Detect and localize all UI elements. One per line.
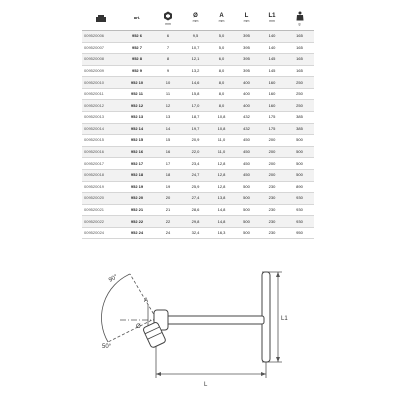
cell-l1: 160: [259, 88, 285, 100]
table-row: [82, 77, 314, 89]
hex-socket-icon: [163, 11, 173, 21]
cell-d: 19,7: [182, 123, 209, 135]
cell-l1: 230: [259, 204, 285, 216]
cell-art: 952 16: [120, 146, 154, 158]
table-row: [82, 123, 314, 135]
table-row: [82, 216, 314, 228]
cell-code: 009520019: [82, 181, 120, 193]
cell-code: 009520024: [82, 227, 120, 239]
cell-l: 500: [234, 204, 259, 216]
cell-hex: 8: [154, 54, 182, 66]
dimension-l1-arrow-top: [276, 272, 280, 277]
cell-a: 11,0: [209, 146, 234, 158]
angle-arc: [101, 274, 130, 342]
cell-d: 29,8: [182, 216, 209, 228]
cell-art: 952 10: [120, 77, 154, 89]
cell-hex: 17: [154, 158, 182, 170]
cell-g: 500: [285, 135, 314, 147]
cell-g: 250: [285, 100, 314, 112]
cell-g: 250: [285, 77, 314, 89]
cell-l1: 230: [259, 227, 285, 239]
cell-a: 12,8: [209, 169, 234, 181]
cell-code: 009520010: [82, 77, 120, 89]
header-a: A mm: [209, 6, 234, 31]
cell-g: 500: [285, 146, 314, 158]
cell-l1: 200: [259, 135, 285, 147]
cell-l1: 230: [259, 193, 285, 205]
angle-top-label: 90°: [108, 273, 119, 284]
cell-code: 009520022: [82, 216, 120, 228]
cell-l: 432: [234, 112, 259, 124]
cell-code: 009520008: [82, 54, 120, 66]
cell-g: 500: [285, 158, 314, 170]
table-row: [82, 112, 314, 124]
cell-code: 009520020: [82, 193, 120, 205]
cell-a: 14,8: [209, 204, 234, 216]
cell-l: 450: [234, 135, 259, 147]
tilt-line-top: [130, 274, 156, 318]
table-row: [82, 54, 314, 66]
cell-l: 450: [234, 146, 259, 158]
cell-a: 10,8: [209, 123, 234, 135]
cell-a: 11,0: [209, 135, 234, 147]
header-weight: g: [285, 6, 314, 31]
cell-g: 930: [285, 204, 314, 216]
cell-d: 22,0: [182, 146, 209, 158]
cell-g: 930: [285, 216, 314, 228]
cell-a: 16,3: [209, 227, 234, 239]
cell-g: 385: [285, 112, 314, 124]
cell-code: 009520021: [82, 204, 120, 216]
cell-art: 952 12: [120, 100, 154, 112]
cell-l1: 140: [259, 42, 285, 54]
cell-hex: 6: [154, 31, 182, 43]
cell-a: 12,8: [209, 158, 234, 170]
table-row: [82, 158, 314, 170]
cell-hex: 10: [154, 77, 182, 89]
box-icon: [95, 14, 107, 23]
cell-g: 165: [285, 42, 314, 54]
label-d: Ø: [136, 324, 141, 330]
cell-d: 20,9: [182, 135, 209, 147]
cell-l1: 230: [259, 216, 285, 228]
cell-g: 165: [285, 31, 314, 43]
cell-d: 13,2: [182, 65, 209, 77]
cell-d: 14,6: [182, 77, 209, 89]
table-row: [82, 42, 314, 54]
table-row: [82, 135, 314, 147]
cell-art: 952 6: [120, 31, 154, 43]
label-a: A: [144, 298, 149, 304]
cell-code: 009520011: [82, 88, 120, 100]
table-row: [82, 88, 314, 100]
cell-art: 952 15: [120, 135, 154, 147]
cell-l: 395: [234, 31, 259, 43]
cell-g: 930: [285, 193, 314, 205]
label-l1: L1: [281, 316, 288, 322]
cell-d: 18,7: [182, 112, 209, 124]
cell-hex: 13: [154, 112, 182, 124]
cell-a: 8,0: [209, 77, 234, 89]
cell-art: 952 7: [120, 42, 154, 54]
cell-l: 450: [234, 169, 259, 181]
cell-hex: 11: [154, 88, 182, 100]
cell-hex: 16: [154, 146, 182, 158]
cell-a: 5,0: [209, 31, 234, 43]
cell-l: 500: [234, 193, 259, 205]
cell-hex: 15: [154, 135, 182, 147]
angle-bottom-label: 50°: [102, 344, 112, 350]
cell-l: 450: [234, 158, 259, 170]
cell-g: 165: [285, 54, 314, 66]
cell-l: 432: [234, 123, 259, 135]
dimension-l-arrow-left: [156, 372, 161, 376]
header-l1: L1 mm: [259, 6, 285, 31]
cell-d: 27,4: [182, 193, 209, 205]
cell-code: 009520014: [82, 123, 120, 135]
cell-d: 25,9: [182, 181, 209, 193]
cell-hex: 18: [154, 169, 182, 181]
spec-table: [82, 6, 314, 239]
cell-art: 952 8: [120, 54, 154, 66]
cell-code: 009520013: [82, 112, 120, 124]
cell-hex: 19: [154, 181, 182, 193]
cell-code: 009520012: [82, 100, 120, 112]
cell-l: 500: [234, 227, 259, 239]
cell-art: 952 11: [120, 88, 154, 100]
header-box-icon-cell: [82, 6, 120, 31]
cell-d: 24,7: [182, 169, 209, 181]
t-handle-shaft: [164, 316, 264, 324]
cell-l1: 145: [259, 54, 285, 66]
cell-code: 009520009: [82, 65, 120, 77]
cell-hex: 22: [154, 216, 182, 228]
header-hex: mm: [154, 6, 182, 31]
cell-art: 952 24: [120, 227, 154, 239]
label-l: L: [204, 382, 208, 388]
cell-code: 009520015: [82, 135, 120, 147]
cell-code: 009520007: [82, 42, 120, 54]
cell-g: 385: [285, 123, 314, 135]
cell-code: 009520016: [82, 146, 120, 158]
cell-hex: 24: [154, 227, 182, 239]
table-body: [82, 31, 314, 239]
cell-a: 10,8: [209, 112, 234, 124]
cell-l1: 200: [259, 158, 285, 170]
cell-code: 009520018: [82, 169, 120, 181]
cell-d: 9,5: [182, 31, 209, 43]
weight-icon: [296, 11, 304, 21]
cell-art: 952 20: [120, 193, 154, 205]
cell-l1: 175: [259, 123, 285, 135]
cell-hex: 12: [154, 100, 182, 112]
dimension-l1-arrow-bottom: [276, 357, 280, 362]
tool-diagram: [90, 262, 290, 392]
cell-a: 14,8: [209, 216, 234, 228]
cell-code: 009520006: [82, 31, 120, 43]
cell-d: 23,4: [182, 158, 209, 170]
cell-d: 15,8: [182, 88, 209, 100]
table-header-row: [82, 6, 314, 31]
cell-l1: 200: [259, 169, 285, 181]
cell-l: 400: [234, 77, 259, 89]
cell-d: 17,0: [182, 100, 209, 112]
cell-l: 395: [234, 54, 259, 66]
table-row: [82, 100, 314, 112]
table-row: [82, 31, 314, 43]
cell-l1: 160: [259, 77, 285, 89]
cell-l1: 175: [259, 112, 285, 124]
cell-g: 890: [285, 181, 314, 193]
cell-d: 12,1: [182, 54, 209, 66]
cell-a: 12,8: [209, 181, 234, 193]
cell-a: 6,0: [209, 54, 234, 66]
cell-hex: 7: [154, 42, 182, 54]
header-d: Ø mm: [182, 6, 209, 31]
cell-art: 952 13: [120, 112, 154, 124]
table-row: [82, 204, 314, 216]
cell-art: 952 19: [120, 181, 154, 193]
header-art: art.: [120, 6, 154, 31]
cell-art: 952 21: [120, 204, 154, 216]
cell-a: 5,0: [209, 42, 234, 54]
cell-hex: 20: [154, 193, 182, 205]
cell-hex: 21: [154, 204, 182, 216]
cell-d: 32,4: [182, 227, 209, 239]
cell-g: 500: [285, 169, 314, 181]
table-row: [82, 146, 314, 158]
cell-l: 400: [234, 88, 259, 100]
cell-g: 165: [285, 65, 314, 77]
cell-l1: 140: [259, 31, 285, 43]
cell-l: 400: [234, 100, 259, 112]
cell-l: 395: [234, 65, 259, 77]
cell-d: 28,6: [182, 204, 209, 216]
cell-l1: 145: [259, 65, 285, 77]
cell-l: 500: [234, 216, 259, 228]
table-row: [82, 169, 314, 181]
cell-art: 952 22: [120, 216, 154, 228]
cell-art: 952 14: [120, 123, 154, 135]
cell-d: 10,7: [182, 42, 209, 54]
cell-a: 13,8: [209, 193, 234, 205]
table-row: [82, 65, 314, 77]
cell-a: 8,0: [209, 100, 234, 112]
cell-hex: 14: [154, 123, 182, 135]
table-row: [82, 227, 314, 239]
cell-code: 009520017: [82, 158, 120, 170]
cell-hex: 9: [154, 65, 182, 77]
cell-l: 500: [234, 181, 259, 193]
cell-l1: 230: [259, 181, 285, 193]
cell-art: 952 18: [120, 169, 154, 181]
cell-a: 8,0: [209, 65, 234, 77]
cell-l1: 160: [259, 100, 285, 112]
table-row: [82, 193, 314, 205]
cell-art: 952 17: [120, 158, 154, 170]
cell-l1: 200: [259, 146, 285, 158]
dimension-l-arrow-right: [261, 372, 266, 376]
cell-a: 8,0: [209, 88, 234, 100]
cell-l: 395: [234, 42, 259, 54]
cell-g: 250: [285, 88, 314, 100]
header-l: L mm: [234, 6, 259, 31]
table-row: [82, 181, 314, 193]
cell-art: 952 9: [120, 65, 154, 77]
cell-g: 950: [285, 227, 314, 239]
